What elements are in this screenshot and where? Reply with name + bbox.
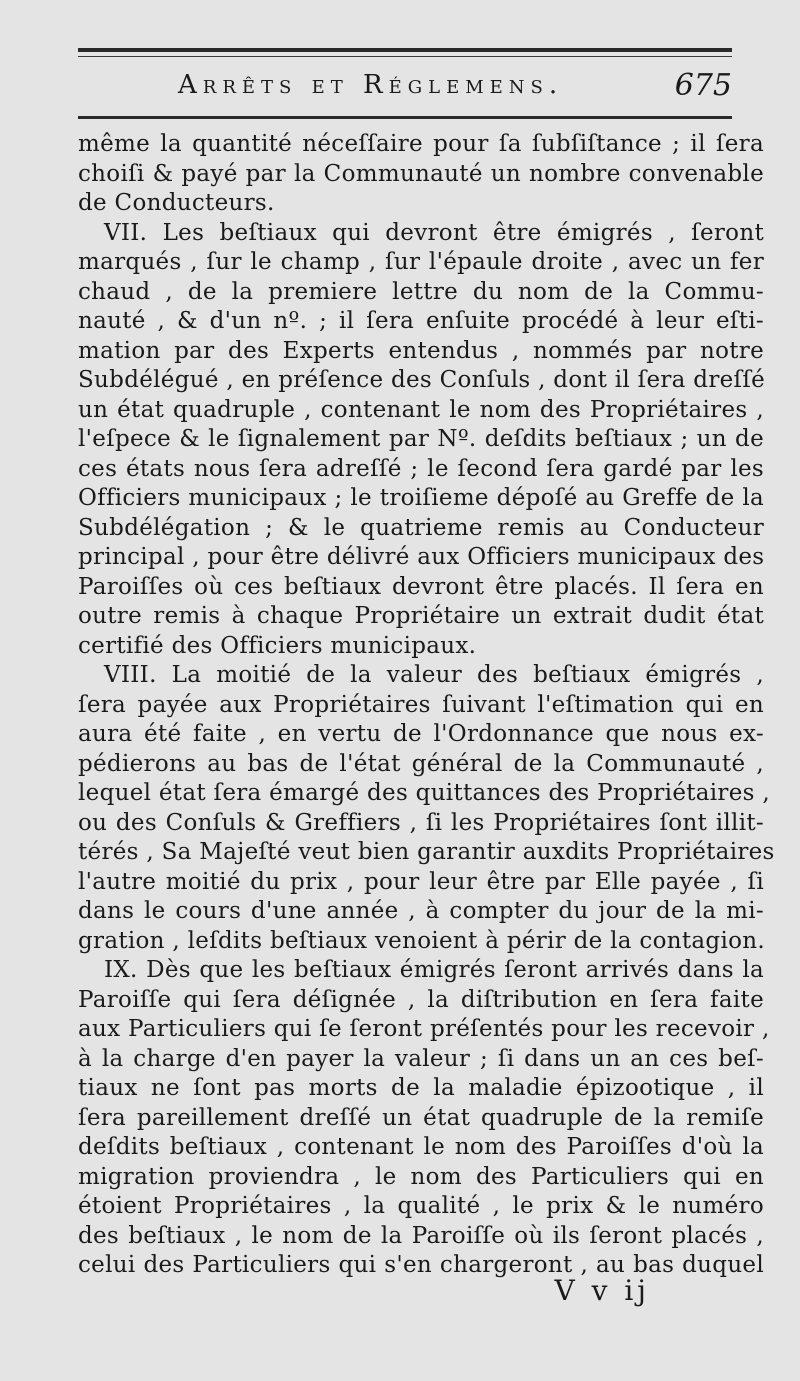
text-line: Paroiſſes où ces beſtiaux devront être placés. Il ſera en [78,573,764,600]
text-line: Officiers municipaux ; le troiſieme dépoſé au Greffe de la [78,485,764,511]
text-line: certifié des Officiers municipaux. [78,632,477,659]
text-line: ſera pareillement dreſſé un état quadruple de la remiſe [78,1104,764,1131]
text-line: deſdits beſtiaux , contenant le nom des Paroiſſes d'où la [78,1134,764,1160]
text-line: des beſtiaux , le nom de la Paroiſſe où ils ſeront placés , [78,1222,764,1249]
signature-mark: V v ij [554,1274,650,1307]
text-line: un état quadruple , contenant le nom des Propriétaires , [78,396,764,423]
page-number: 675 [674,68,732,103]
text-line: marqués , ſur le champ , ſur l'épaule droite , avec un fer [78,249,764,275]
top-rule [78,48,732,52]
text-line: térés , Sa Majeſté veut bien garantir auxdits Propriétaires [78,839,775,865]
text-line: migration proviendra , le nom des Particuliers qui en [78,1163,764,1190]
text-line: tiaux ne ſont pas morts de la maladie épizootique , il [78,1075,764,1101]
text-line: outre remis à chaque Propriétaire un extrait dudit état [78,603,764,629]
text-line: lequel état ſera émargé des quittances des Propriétaires , [78,780,770,806]
text-line: Subdélégation ; & le quatrieme remis au Conducteur [78,514,764,541]
text-line: Paroiſſe qui ſera déſignée , la diſtribution en ſera faite [78,986,764,1013]
text-line: dans le cours d'une année , à compter du jour de la mi- [78,898,764,924]
text-line: l'eſpece & le ſignalement par Nº. deſdits beſtiaux ; un de [78,426,764,452]
text-line: VII. Les beſtiaux qui devront être émigrés , ſeront [104,219,764,246]
text-line: celui des Particuliers qui s'en chargeront , au bas duquel [78,1252,764,1278]
text-line: Subdélégué , en préſence des Conſuls , dont il ſera dreſſé [78,367,766,393]
text-line: nauté , & d'un nº. ; il ſera enſuite procédé à leur eſti- [78,308,764,334]
text-line: ces états nous ſera adreſſé ; le ſecond ſera gardé par les [78,455,764,482]
text-line: aux Particuliers qui ſe ſeront préſentés pour les recevoir , [78,1016,770,1042]
text-line: étoient Propriétaires , la qualité , le prix & le numéro [78,1193,764,1219]
text-line: VIII. La moitié de la valeur des beſtiaux émigrés , [104,662,764,688]
text-line: de Conducteurs. [78,190,275,216]
body-text [78,130,775,1281]
text-line: aura été faite , en vertu de l'Ordonnance que nous ex- [78,721,764,747]
text-line: gration , leſdits beſtiaux venoient à périr de la contagion. [78,927,765,954]
text-line: ou des Conſuls & Greffiers , ſi les Propriétaires ſont illit- [78,809,764,836]
top-rule-thin [78,56,732,57]
page-header [78,66,762,106]
text-line: à la charge d'en payer la valeur ; ſi dans un an ces beſ- [78,1045,764,1072]
text-line: mation par des Experts entendus , nommés par notre [78,337,764,364]
header-rule [78,116,732,119]
text-line: l'autre moitié du prix , pour leur être par Elle payée , ſi [78,868,764,895]
text-line: IX. Dès que les beſtiaux émigrés ſeront arrivés dans la [104,957,764,983]
text-line: même la quantité néceſſaire pour ſa ſubſiſtance ; il ſera [78,131,764,157]
text-line: chaud , de la premiere lettre du nom de la Commu- [78,278,764,305]
running-head: Arrêts et Réglemens. [178,70,564,100]
text-line: principal , pour être délivré aux Officiers municipaux des [78,544,765,570]
text-line: ſera payée aux Propriétaires ſuivant l'eſtimation qui en [78,691,764,718]
text-line: pédierons au bas de l'état général de la Communauté , [78,750,764,777]
text-line: choiſi & payé par la Communauté un nombre convenable [78,160,764,187]
